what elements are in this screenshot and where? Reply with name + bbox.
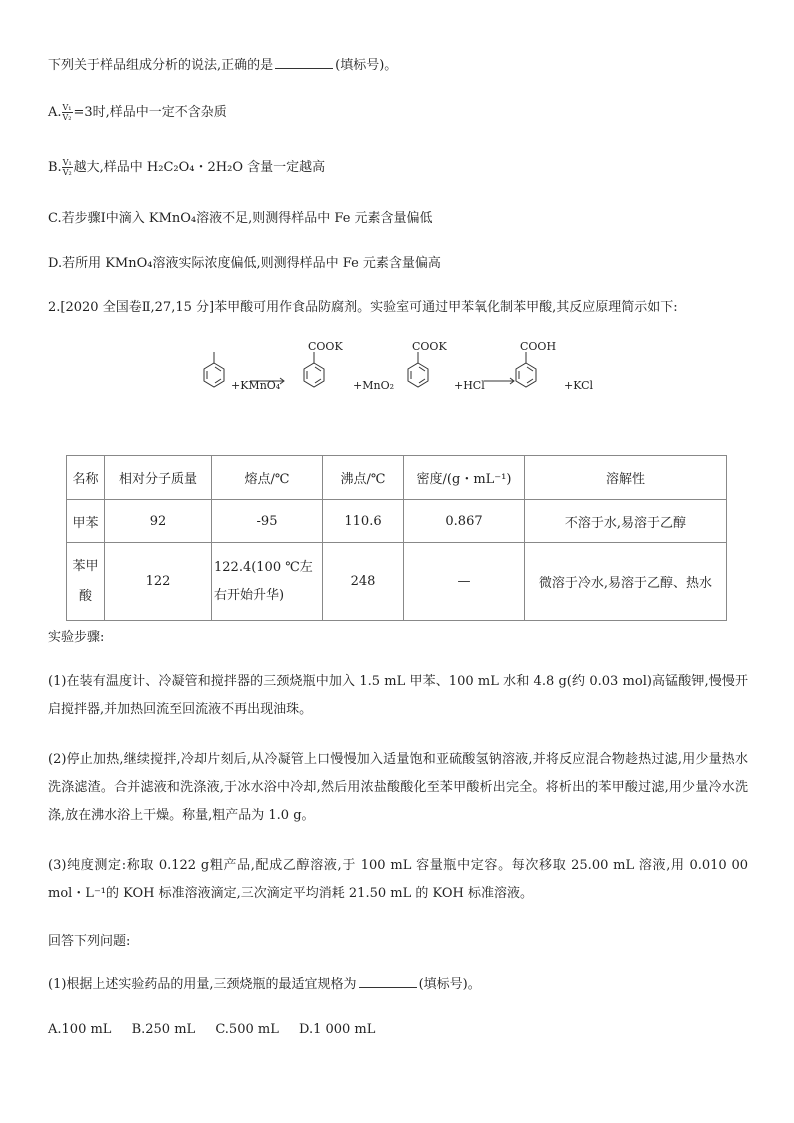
option-a: [48, 103, 227, 122]
reaction-scheme: [196, 330, 616, 410]
table-header: 密度/(g・mL⁻¹): [404, 456, 525, 500]
table-header-row: [67, 456, 727, 500]
table-header: 名称: [67, 456, 105, 500]
fraction-denominator: V₂: [62, 168, 72, 177]
table-cell: 微溶于冷水,易溶于乙醇、热水: [525, 543, 727, 621]
option-100ml: A.100 mL: [48, 1022, 112, 1037]
table-cell: 92: [105, 500, 212, 543]
table-cell: -95: [212, 500, 323, 543]
option-a-text: =3时,样品中一定不含杂质: [73, 105, 227, 120]
option-b-prefix: B.: [48, 160, 62, 175]
fraction-numerator: V₁: [62, 158, 72, 167]
sub-question-1-tail: (填标号)。: [418, 977, 481, 992]
table-cell: —: [404, 543, 525, 621]
properties-table: [66, 455, 727, 621]
option-250ml: B.250 mL: [131, 1022, 196, 1037]
table-row: [67, 500, 727, 543]
reactant-kmno4: +KMnO₄: [231, 379, 281, 392]
fraction-v1-v2: [62, 103, 73, 122]
benzoate-ring-icon: [304, 352, 324, 387]
table-cell: 122.4(100 ℃左右开始升华): [212, 543, 323, 621]
table-cell: 248: [323, 543, 404, 621]
table-cell: 不溶于水,易溶于乙醇: [525, 500, 727, 543]
question-2-title: 2.[2020 全国卷Ⅱ,27,15 分]苯甲酸可用作食品防腐剂。实验室可通过甲苯氧化制苯甲酸,其反应原理简示如下:: [48, 300, 678, 315]
step-1: (1)在装有温度计、冷凝管和搅拌器的三颈烧瓶中加入 1.5 mL 甲苯、100 mL 水和 4.8 g(约 0.03 mol)高锰酸钾,慢慢开启搅拌器,并加热回流至回流液不再出现油珠。: [48, 674, 748, 717]
question-intro: [48, 56, 397, 75]
table-header: 沸点/℃: [323, 456, 404, 500]
sub-question-1-options: [48, 1021, 375, 1039]
step-2: (2)停止加热,继续搅拌,冷却片刻后,从冷凝管上口慢慢加入适量饱和亚硫酸氢钠溶液,并将反应混合物趁热过滤,用少量热水洗涤滤渣。合并滤液和洗涤液,于冰水浴中冷却,然后用浓盐酸酸化至苯甲酸析出完全。将析出的苯甲酸过滤,用少量冷水洗涤,放在沸水浴上干燥。称量,粗产品为 1.0 g。: [48, 752, 748, 823]
option-a-prefix: A.: [48, 105, 62, 120]
table-header: 溶解性: [525, 456, 727, 500]
steps-label: 实验步骤:: [48, 630, 105, 645]
table-header: 相对分子质量: [105, 456, 212, 500]
step-3: (3)纯度测定:称取 0.122 g粗产品,配成乙醇溶液,于 100 mL 容量瓶中定容。每次移取 25.00 mL 溶液,用 0.010 00 mol・L⁻¹的 KOH 标准溶液滴定,三次滴定平均消耗 21.50 mL 的 KOH 标准溶液。: [48, 858, 748, 901]
answer-blank[interactable]: [275, 56, 333, 69]
option-d: D.若所用 KMnO₄溶液实际浓度偏低,则测得样品中 Fe 元素含量偏高: [48, 256, 441, 271]
answer-label: 回答下列问题:: [48, 934, 131, 949]
option-500ml: C.500 mL: [215, 1022, 279, 1037]
option-b-text: 越大,样品中 H₂C₂O₄・2H₂O 含量一定越高: [73, 160, 326, 175]
sub-question-1-text: (1)根据上述实验药品的用量,三颈烧瓶的最适宜规格为: [48, 977, 357, 992]
product-1-group: COOK: [308, 340, 343, 353]
fraction-v1-v2: [62, 158, 73, 177]
table-cell: 110.6: [323, 500, 404, 543]
table-cell: 苯甲酸: [67, 543, 105, 621]
table-cell: 0.867: [404, 500, 525, 543]
table-cell: 122: [105, 543, 212, 621]
product-mno2: +MnO₂: [353, 379, 394, 392]
table-row: [67, 543, 727, 621]
question-intro-text: 下列关于样品组成分析的说法,正确的是: [48, 58, 274, 73]
sub-question-1: [48, 975, 481, 994]
answer-blank[interactable]: [359, 975, 417, 988]
toluene-ring-icon: [204, 352, 224, 387]
table-cell: 甲苯: [67, 500, 105, 543]
benzoic-acid-ring-icon: [516, 352, 536, 387]
product-kcl: +KCl: [564, 379, 594, 392]
option-1000ml: D.1 000 mL: [298, 1022, 376, 1037]
product-3-group: COOH: [520, 340, 557, 353]
fraction-denominator: V₂: [62, 113, 72, 122]
product-2-group: COOK: [412, 340, 447, 353]
fraction-numerator: V₁: [62, 103, 72, 112]
question-intro-tail: (填标号)。: [335, 58, 398, 73]
option-b: [48, 158, 325, 177]
benzoate-ring-icon: [408, 352, 428, 387]
table-header: 熔点/℃: [212, 456, 323, 500]
reactant-hcl: +HCl: [454, 379, 485, 392]
option-c: C.若步骤Ⅰ中滴入 KMnO₄溶液不足,则测得样品中 Fe 元素含量偏低: [48, 211, 433, 226]
